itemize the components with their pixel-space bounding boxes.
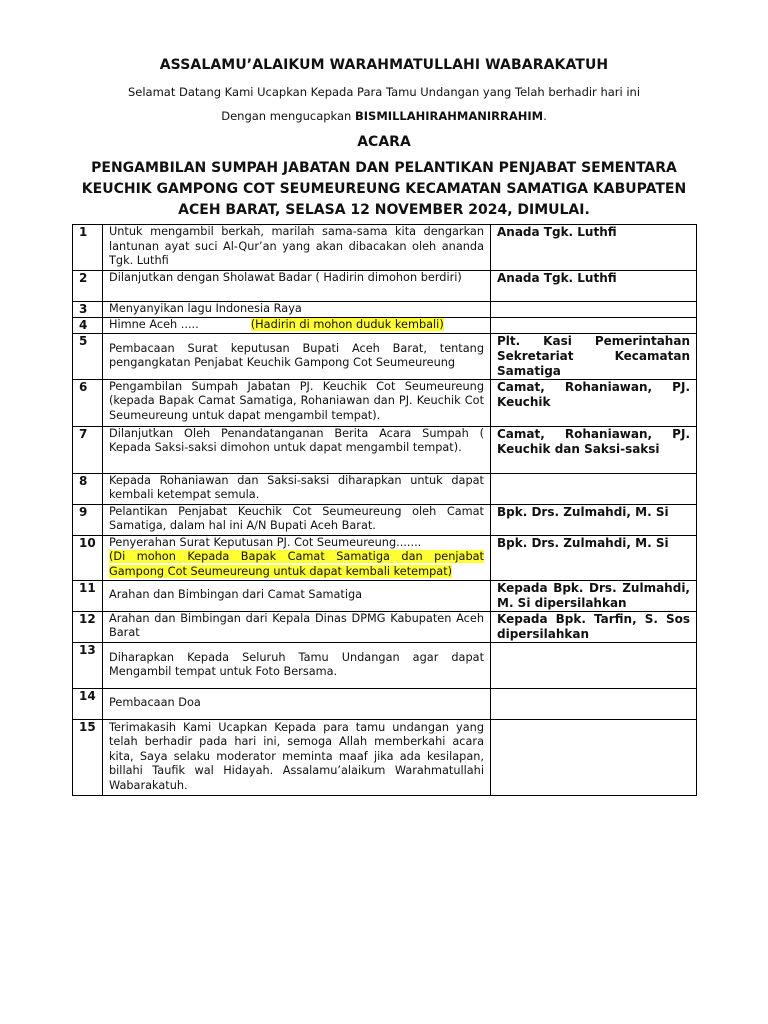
item-description: Pengambilan Sumpah Jabatan PJ. Keuchik Cot Seumeureung (kepada Bapak Camat Samatiga, Rohaniawan dan PJ. Keuchik Cot Seumeureung untuk dapat mengambil tempat). <box>103 379 491 426</box>
item-description: Kepada Rohaniawan dan Saksi-saksi diharapkan untuk dapat kembali ketempat semula. <box>103 473 491 504</box>
table-row <box>73 302 697 318</box>
item-number: 11 <box>73 580 103 611</box>
table-row <box>73 688 697 719</box>
item-officiant: Bpk. Drs. Zulmahdi, M. Si <box>491 504 697 535</box>
item-number: 8 <box>73 473 103 504</box>
item-description: Diharapkan Kepada Seluruh Tamu Undangan agar dapat Mengambil tempat untuk Foto Bersama. <box>103 642 491 688</box>
acara-heading: ACARA <box>357 134 411 150</box>
item-officiant: Camat, Rohaniawan, PJ. Keuchik dan Saksi-saksi <box>491 426 697 473</box>
greeting-heading: ASSALAMU’ALAIKUM WARAHMATULLAHI WABARAKATUH <box>159 57 609 73</box>
item-description-text: Himne Aceh ..... <box>109 318 199 331</box>
item-officiant: Kepada Bpk. Drs. Zulmahdi, M. Si dipersilahkan <box>491 580 697 611</box>
item-number: 6 <box>73 379 103 426</box>
item-number: 4 <box>73 318 103 334</box>
item-description: Dilanjutkan Oleh Penandatanganan Berita Acara Sumpah ( Kepada Saksi-saksi dimohon untuk dapat mengambil tempat). <box>103 426 491 473</box>
item-number: 14 <box>73 688 103 719</box>
table-row <box>73 271 697 302</box>
item-note-highlight: (Di mohon Kepada Bapak Camat Samatiga dan penjabat Gampong Cot Seumeureung untuk dapat kembali ketempat) <box>109 550 484 578</box>
item-description: Menyanyikan lagu Indonesia Raya <box>103 302 491 318</box>
item-number: 15 <box>73 719 103 795</box>
item-description: Arahan dan Bimbingan dari Kepala Dinas DPMG Kabupaten Aceh Barat <box>103 611 491 642</box>
item-number: 13 <box>73 642 103 688</box>
table-row <box>73 504 697 535</box>
agenda-table <box>72 224 697 796</box>
item-description: Pembacaan Surat keputusan Bupati Aceh Barat, tentang pengangkatan Penjabat Keuchik Gampong Cot Seumeureung <box>103 333 491 379</box>
item-officiant: Anada Tgk. Luthfi <box>491 225 697 271</box>
item-description: Terimakasih Kami Ucapkan Kepada para tamu undangan yang telah berhadir pada hari ini, semoga Allah memberkahi acara kita, Saya selaku moderator meminta maaf jika ada kesilapan, billahi Taufik wal Hidayah. Assalamu’alaikum Warahmatullahi Wabarakatuh. <box>103 719 491 795</box>
item-description: Pelantikan Penjabat Keuchik Cot Seumeureung oleh Camat Samatiga, dalam hal ini A/N Bupati Aceh Barat. <box>103 504 491 535</box>
item-number: 3 <box>73 302 103 318</box>
bismillah-prefix: Dengan mengucapkan <box>221 109 356 123</box>
item-officiant <box>491 688 697 719</box>
event-title: PENGAMBILAN SUMPAH JABATAN DAN PELANTIKAN PENJABAT SEMENTARA KEUCHIK GAMPONG COT SEUMEUREUNG KECAMATAN SAMATIGA KABUPATEN ACEH BARAT, SELASA 12 NOVEMBER 2024, DIMULAI. <box>81 160 687 218</box>
table-row <box>73 225 697 271</box>
item-officiant: Camat, Rohaniawan, PJ. Keuchik <box>491 379 697 426</box>
table-row <box>73 379 697 426</box>
item-note-highlight: (Hadirin di mohon duduk kembali) <box>250 318 444 331</box>
table-row <box>73 580 697 611</box>
item-number: 5 <box>73 333 103 379</box>
table-row <box>73 611 697 642</box>
item-officiant <box>491 473 697 504</box>
item-description: Pembacaan Doa <box>103 688 491 719</box>
item-number: 9 <box>73 504 103 535</box>
item-number: 1 <box>73 225 103 271</box>
item-description <box>103 535 491 580</box>
item-description: Dilanjutkan dengan Sholawat Badar ( Hadirin dimohon berdiri) <box>103 271 491 302</box>
item-description: Arahan dan Bimbingan dari Camat Samatiga <box>103 580 491 611</box>
item-officiant: Anada Tgk. Luthfi <box>491 271 697 302</box>
item-number: 7 <box>73 426 103 473</box>
table-row <box>73 333 697 379</box>
table-row <box>73 426 697 473</box>
item-officiant <box>491 302 697 318</box>
bismillah-line <box>0 109 768 123</box>
item-officiant <box>491 642 697 688</box>
table-row <box>73 642 697 688</box>
table-row <box>73 535 697 580</box>
item-officiant: Kepada Bpk. Tarfin, S. Sos dipersilahkan <box>491 611 697 642</box>
table-row <box>73 719 697 795</box>
item-description-text: Penyerahan Surat Keputusan PJ. Cot Seumeureung....... <box>109 535 422 549</box>
item-description: Untuk mengambil berkah, marilah sama-sama kita dengarkan lantunan ayat suci Al-Qur’an yang akan dibacakan oleh ananda Tgk. Luthfi <box>103 225 491 271</box>
item-officiant <box>491 719 697 795</box>
table-row <box>73 318 697 334</box>
item-number: 10 <box>73 535 103 580</box>
item-description <box>103 318 491 334</box>
bismillah-suffix: . <box>543 109 547 123</box>
item-number: 2 <box>73 271 103 302</box>
item-officiant: Plt. Kasi Pemerintahan Sekretariat Kecamatan Samatiga <box>491 333 697 379</box>
item-number: 12 <box>73 611 103 642</box>
bismillah-bold: BISMILLAHIRAHMANIRRAHIM <box>355 109 544 123</box>
agenda-table-body <box>73 225 697 796</box>
item-officiant <box>491 318 697 334</box>
item-officiant: Bpk. Drs. Zulmahdi, M. Si <box>491 535 697 580</box>
welcome-line: Selamat Datang Kami Ucapkan Kepada Para Tamu Undangan yang Telah berhadir hari ini <box>127 85 641 99</box>
table-row <box>73 473 697 504</box>
